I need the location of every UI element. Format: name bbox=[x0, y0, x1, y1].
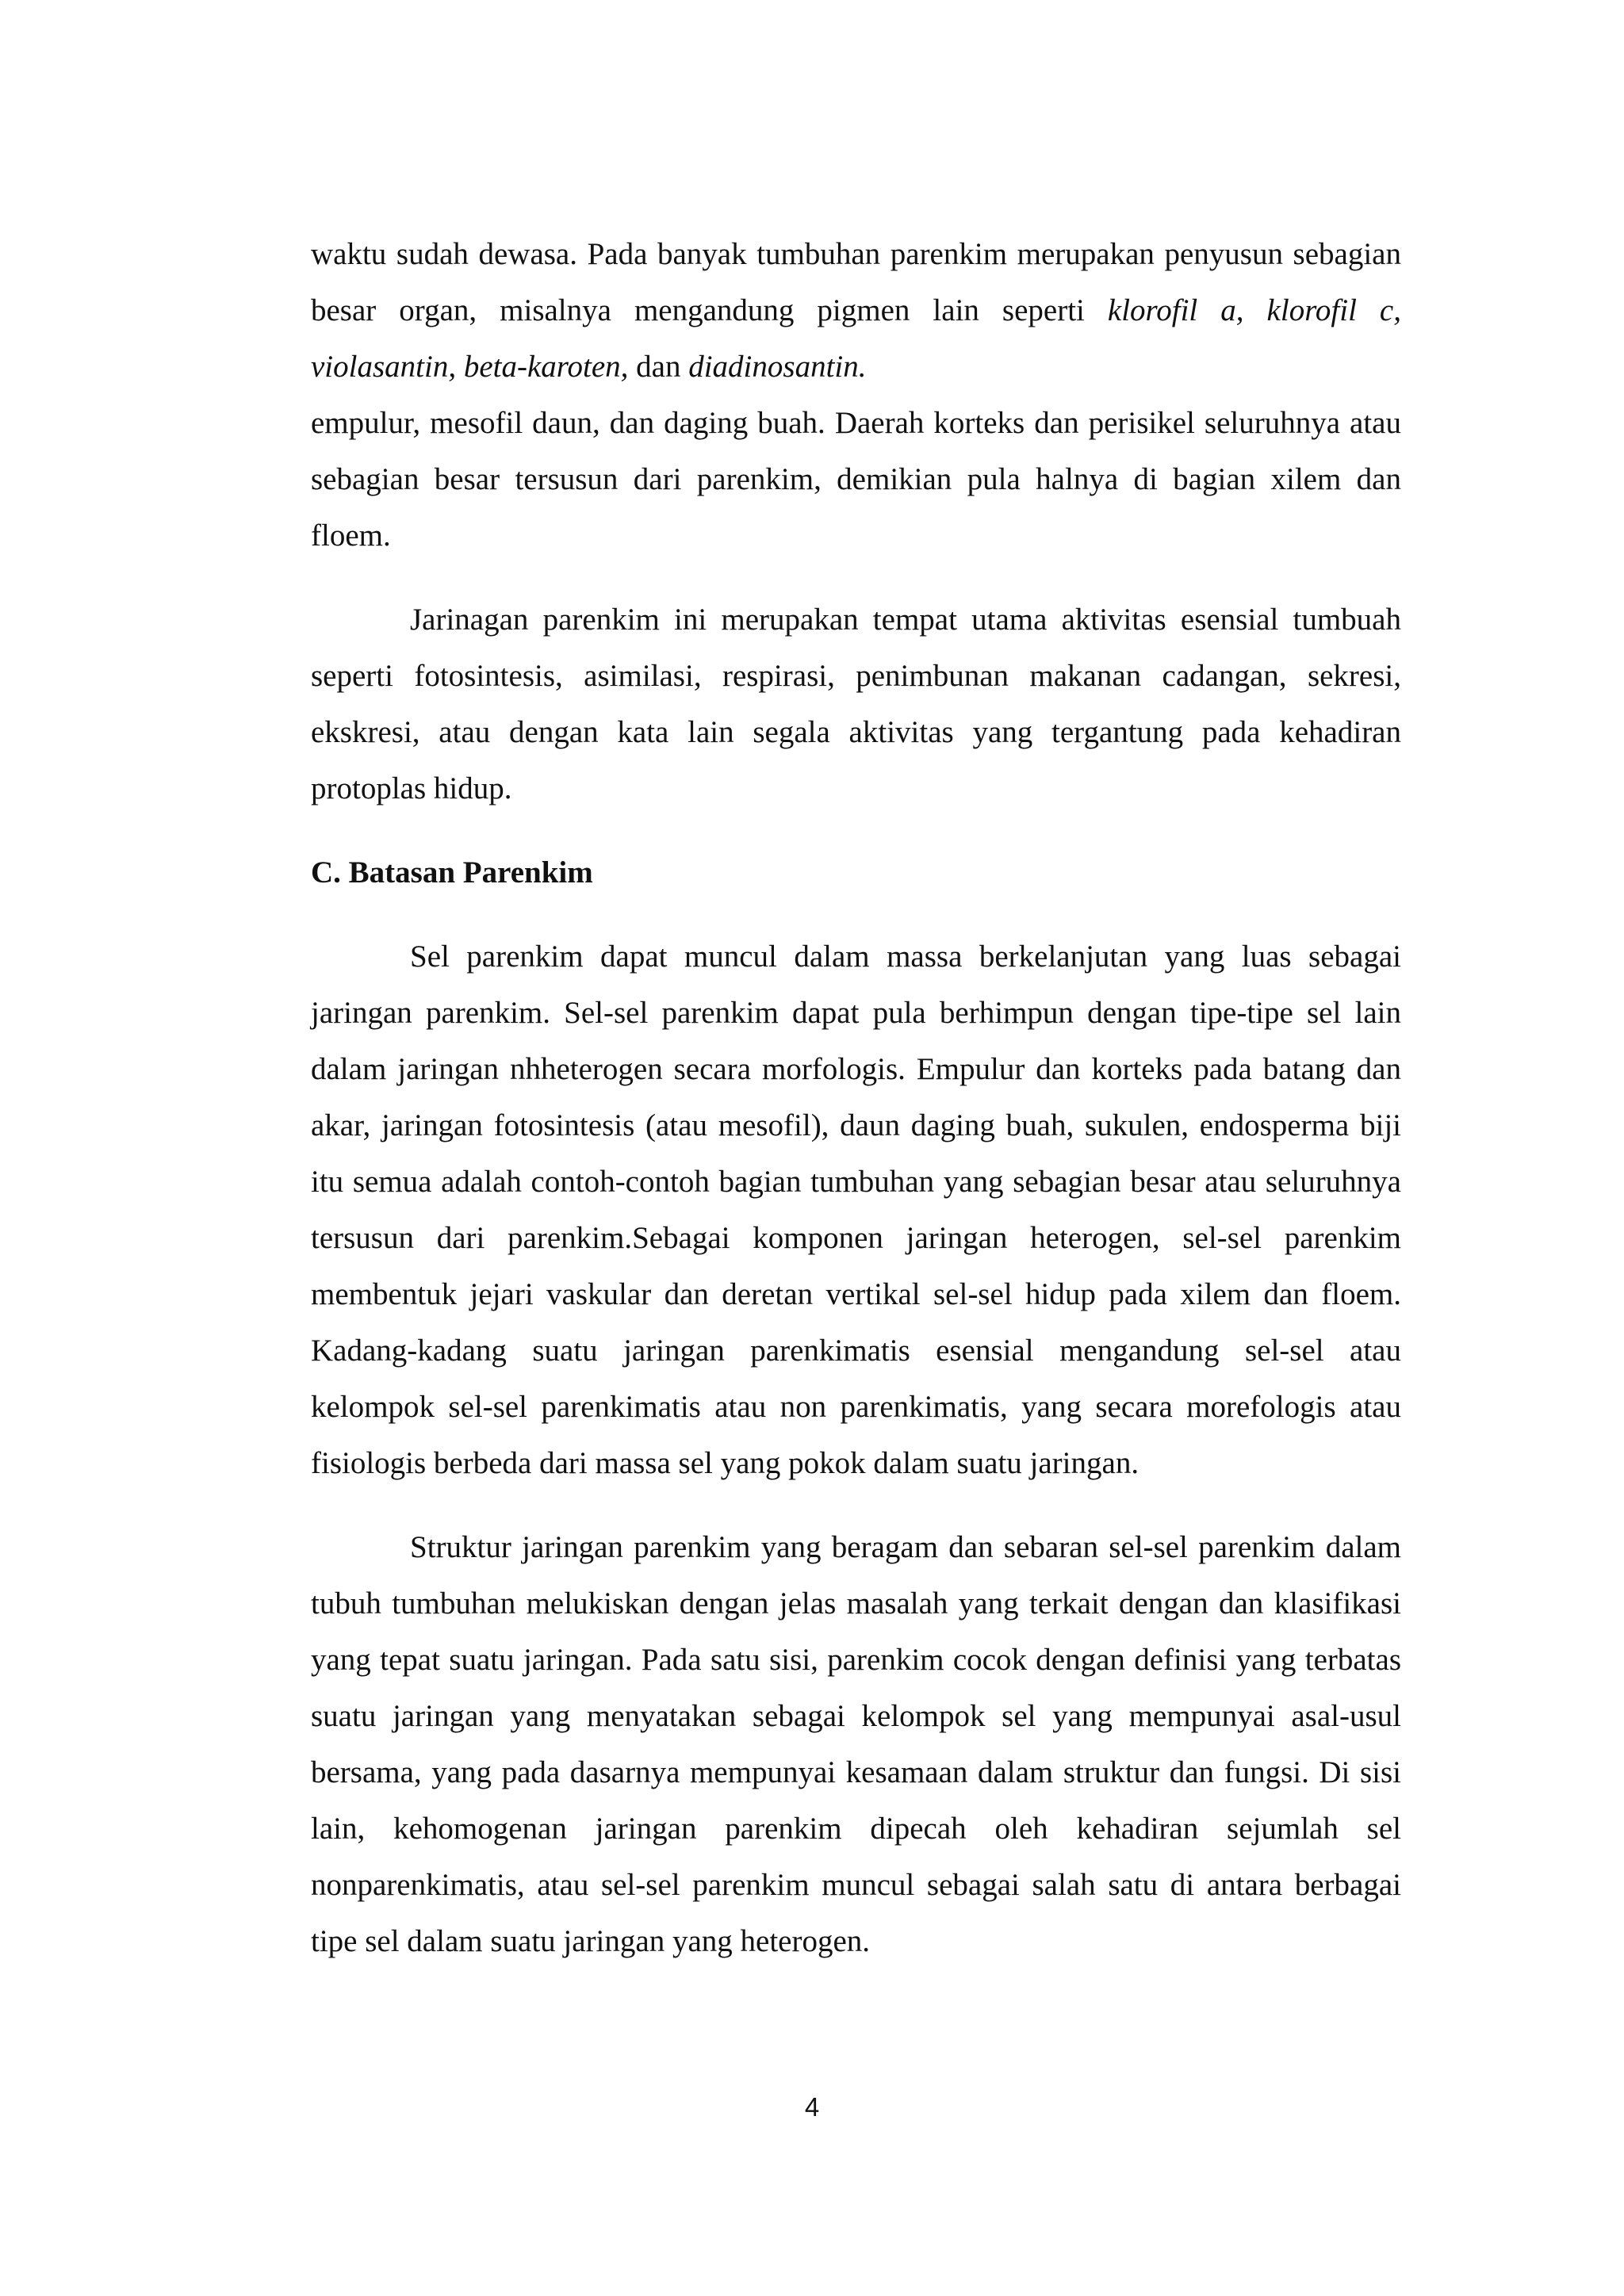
page-body bbox=[311, 226, 1401, 1969]
section-heading: C. Batasan Parenkim bbox=[311, 855, 593, 890]
pigment-italic: diadinosantin. bbox=[688, 350, 867, 384]
page-number: 4 bbox=[804, 2092, 820, 2122]
paragraph-continuation bbox=[311, 226, 1401, 395]
paragraph-structure: Struktur jaringan parenkim yang beragam dan sebaran sel-sel parenkim dalam tubuh tumbuhan melukiskan dengan jelas masalah yang terkait dengan dan klasifikasi yang tepat suatu jaringan. Pada satu sisi, parenkim cocok dengan definisi yang terbatas suatu jaringan yang menyatakan sebagai kelompok sel yang mempunyai asal-usul bersama, yang pada dasarnya mempunyai kesamaan dalam struktur dan fungsi. Di sisi lain, kehomogenan jaringan parenkim dipecah oleh kehadiran sejumlah sel nonparenkimatis, atau sel-sel parenkim muncul sebagai salah satu di antara berbagai tipe sel dalam suatu jaringan yang heterogen. bbox=[311, 1530, 1401, 1958]
paragraph-definition: Sel parenkim dapat muncul dalam massa berkelanjutan yang luas sebagai jaringan parenkim. Sel-sel parenkim dapat pula berhimpun dengan tipe-tipe sel lain dalam jaringan nhheterogen secara morfologis. Empulur dan korteks pada batang dan akar, jaringan fotosintesis (atau mesofil), daun daging buah, sukulen, endosperma biji itu semua adalah contoh-contoh bagian tumbuhan yang sebagian besar atau seluruhnya tersusun dari parenkim.Sebagai komponen jaringan heterogen, sel-sel parenkim membentuk jejari vaskular dan deretan vertikal sel-sel hidup pada xilem dan floem. Kadang-kadang suatu jaringan parenkimatis esensial mengandung sel-sel atau kelompok sel-sel parenkimatis atau non parenkimatis, yang secara morefologis atau fisiologis berbeda dari massa sel yang pokok dalam suatu jaringan. bbox=[311, 939, 1401, 1480]
paragraph-organs: empulur, mesofil daun, dan daging buah. Daerah korteks dan perisikel seluruhnya atau sebagian besar tersusun dari parenkim, demikian pula halnya di bagian xilem dan floem. bbox=[311, 406, 1401, 553]
paragraph-text: waktu sudah dewasa. Pada banyak tumbuhan parenkim merupakan penyusun sebagian besar organ, misalnya mengandung pigmen lain seperti bbox=[311, 237, 1401, 327]
paragraph-activities: Jarinagan parenkim ini merupakan tempat utama aktivitas esensial tumbuah seperti fotosintesis, asimilasi, respirasi, penimbunan makanan cadangan, sekresi, ekskresi, atau dengan kata lain segala aktivitas yang tergantung pada kehadiran protoplas hidup. bbox=[311, 603, 1401, 806]
paragraph-text: dan bbox=[628, 350, 689, 384]
pigment-list-italic: klorofil a, klorofil c, violasantin, beta-karoten, bbox=[311, 293, 1401, 384]
